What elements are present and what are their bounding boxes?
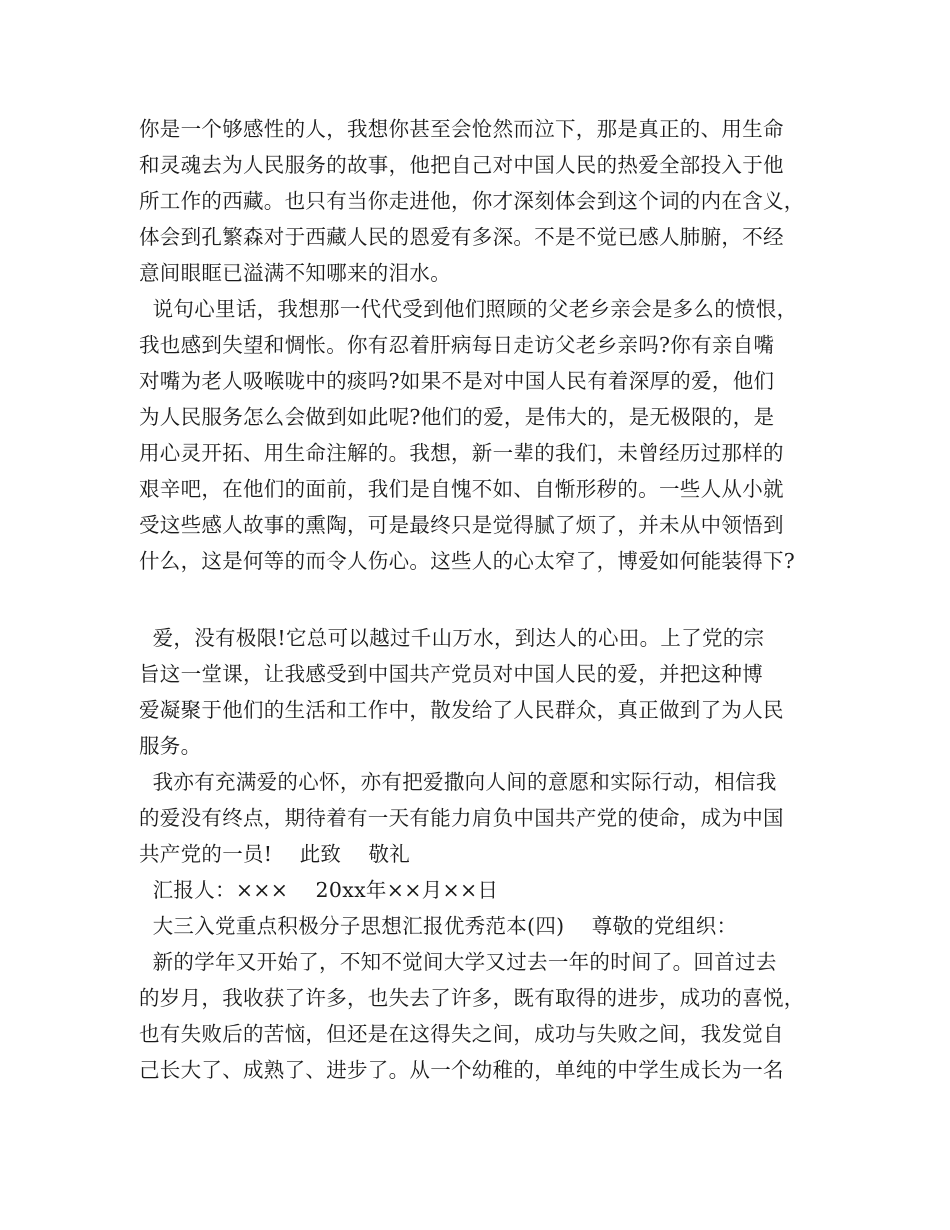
text-line: 爱凝聚于他们的生活和工作中，散发给了人民群众，真正做到了为人民	[139, 698, 784, 722]
text-line: 艰辛吧，在他们的面前，我们是自愧不如、自惭形秽的。一些人从小就	[139, 477, 784, 501]
text-line: 新的学年又开始了，不知不觉间大学又过去一年的时间了。回首过去	[139, 950, 777, 974]
text-line: 的岁月，我收获了许多，也失去了许多，既有取得的进步，成功的喜悦，	[139, 986, 805, 1010]
text-line: 我亦有充满爱的心怀，亦有把爱撒向人间的意愿和实际行动，相信我	[139, 770, 777, 794]
text-line: 服务。	[139, 734, 202, 758]
text-line: 你是一个够感性的人，我想你甚至会怆然而泣下，那是真正的、用生命	[139, 117, 784, 141]
text-line: 意间眼眶已溢满不知哪来的泪水。	[139, 261, 451, 285]
text-line: 共产党的一员! 此致 敬礼	[139, 842, 411, 866]
text-line: 和灵魂去为人民服务的故事，他把自己对中国人民的热爱全部投入于他	[139, 153, 784, 177]
text-line: 汇报人：××× 20xx年××月××日	[139, 878, 499, 902]
text-line: 我也感到失望和惆怅。你有忍着肝病每日走访父老乡亲吗?你有亲自嘴	[139, 333, 775, 357]
text-line: 的爱没有终点，期待着有一天有能力肩负中国共产党的使命，成为中国	[139, 806, 784, 830]
text-line: 爱，没有极限!它总可以越过千山万水，到达人的心田。上了党的宗	[139, 626, 765, 650]
text-line: 体会到孔繁森对于西藏人民的恩爱有多深。不是不觉已感人肺腑，不经	[139, 225, 784, 249]
text-line: 所工作的西藏。也只有当你走进他，你才深刻体会到这个词的内在含义，	[139, 189, 805, 213]
text-line: 大三入党重点积极分子思想汇报优秀范本(四) 尊敬的党组织：	[139, 914, 738, 938]
text-line: 己长大了、成熟了、进步了。从一个幼稚的，单纯的中学生成长为一名	[139, 1058, 784, 1082]
text-line: 什么，这是何等的而令人伤心。这些人的心太窄了，博爱如何能装得下?	[139, 549, 796, 573]
text-line: 受这些感人故事的熏陶，可是最终只是觉得腻了烦了，并未从中领悟到	[139, 513, 784, 537]
text-line: 旨这一堂课，让我感受到中国共产党员对中国人民的爱，并把这种博	[139, 662, 763, 686]
text-line: 为人民服务怎么会做到如此呢?他们的爱，是伟大的，是无极限的，是	[139, 405, 775, 429]
text-line: 用心灵开拓、用生命注解的。我想，新一辈的我们，未曾经历过那样的	[139, 441, 784, 465]
text-line: 对嘴为老人吸喉咙中的痰吗?如果不是对中国人民有着深厚的爱，他们	[139, 369, 775, 393]
text-line: 也有失败后的苦恼，但还是在这得失之间，成功与失败之间，我发觉自	[139, 1022, 784, 1046]
text-line: 说句心里话，我想那一代代受到他们照顾的父老乡亲会是多么的愤恨，	[139, 297, 798, 321]
